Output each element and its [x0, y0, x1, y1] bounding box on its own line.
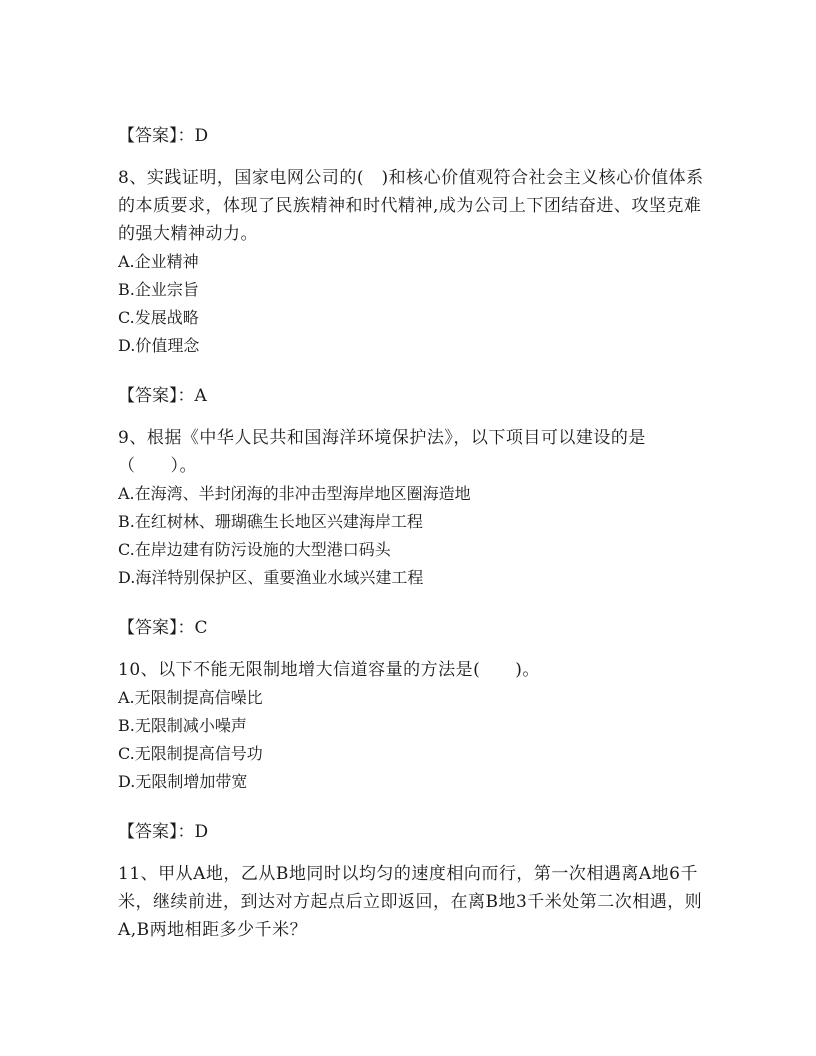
- answer-label-10: 【答案】：D: [118, 822, 209, 842]
- question-block-11: [118, 860, 708, 944]
- question-block-10: [118, 656, 708, 796]
- option-a: A.在海湾、半封闭海的非冲击型海岸地区圈海造地: [118, 484, 471, 503]
- question-text-9: 9、根据《中华人民共和国海洋环境保护法》，以下项目可以建设的是（ ）。: [118, 428, 646, 476]
- spacer: [118, 150, 708, 164]
- answer-label-9: 【答案】：C: [118, 618, 208, 638]
- spacer: [118, 410, 708, 424]
- spacer: [118, 592, 708, 614]
- option-d: D.价值理念: [118, 336, 200, 355]
- option-b: B.在红树林、珊瑚礁生长地区兴建海岸工程: [118, 512, 423, 531]
- option-a: A.企业精神: [118, 252, 199, 271]
- question-text-8: 8、实践证明，国家电网公司的( )和核心价值观符合社会主义核心价值体系的本质要求，体现了民族精神和时代精神,成为公司上下团结奋进、攻坚克难的强大精神动力。: [118, 168, 704, 244]
- spacer: [118, 796, 708, 818]
- option-c: C.发展战略: [118, 308, 199, 327]
- option-d: D.无限制增加带宽: [118, 772, 248, 791]
- question-block-9: [118, 424, 708, 592]
- document-page: [118, 122, 708, 944]
- question-block-8: [118, 164, 708, 360]
- option-a: A.无限制提高信噪比: [118, 688, 263, 707]
- answer-label-8: 【答案】：A: [118, 386, 207, 406]
- question-text-10: 10、以下不能无限制地增大信道容量的方法是( )。: [118, 660, 540, 680]
- question-text-11: 11、甲从A地，乙从B地同时以均匀的速度相向而行，第一次相遇离A地6千米，继续前进，到达对方起点后立即返回，在离B地3千米处第二次相遇，则A,B两地相距多少千米？: [118, 864, 703, 940]
- option-c: C.无限制提高信号功: [118, 744, 263, 763]
- option-b: B.企业宗旨: [118, 280, 199, 299]
- option-d: D.海洋特别保护区、重要渔业水域兴建工程: [118, 568, 424, 587]
- option-b: B.无限制减小噪声: [118, 716, 247, 735]
- option-c: C.在岸边建有防污设施的大型港口码头: [118, 540, 391, 559]
- spacer: [118, 846, 708, 860]
- spacer: [118, 360, 708, 382]
- spacer: [118, 642, 708, 656]
- answer-label-7: 【答案】：D: [118, 126, 209, 146]
